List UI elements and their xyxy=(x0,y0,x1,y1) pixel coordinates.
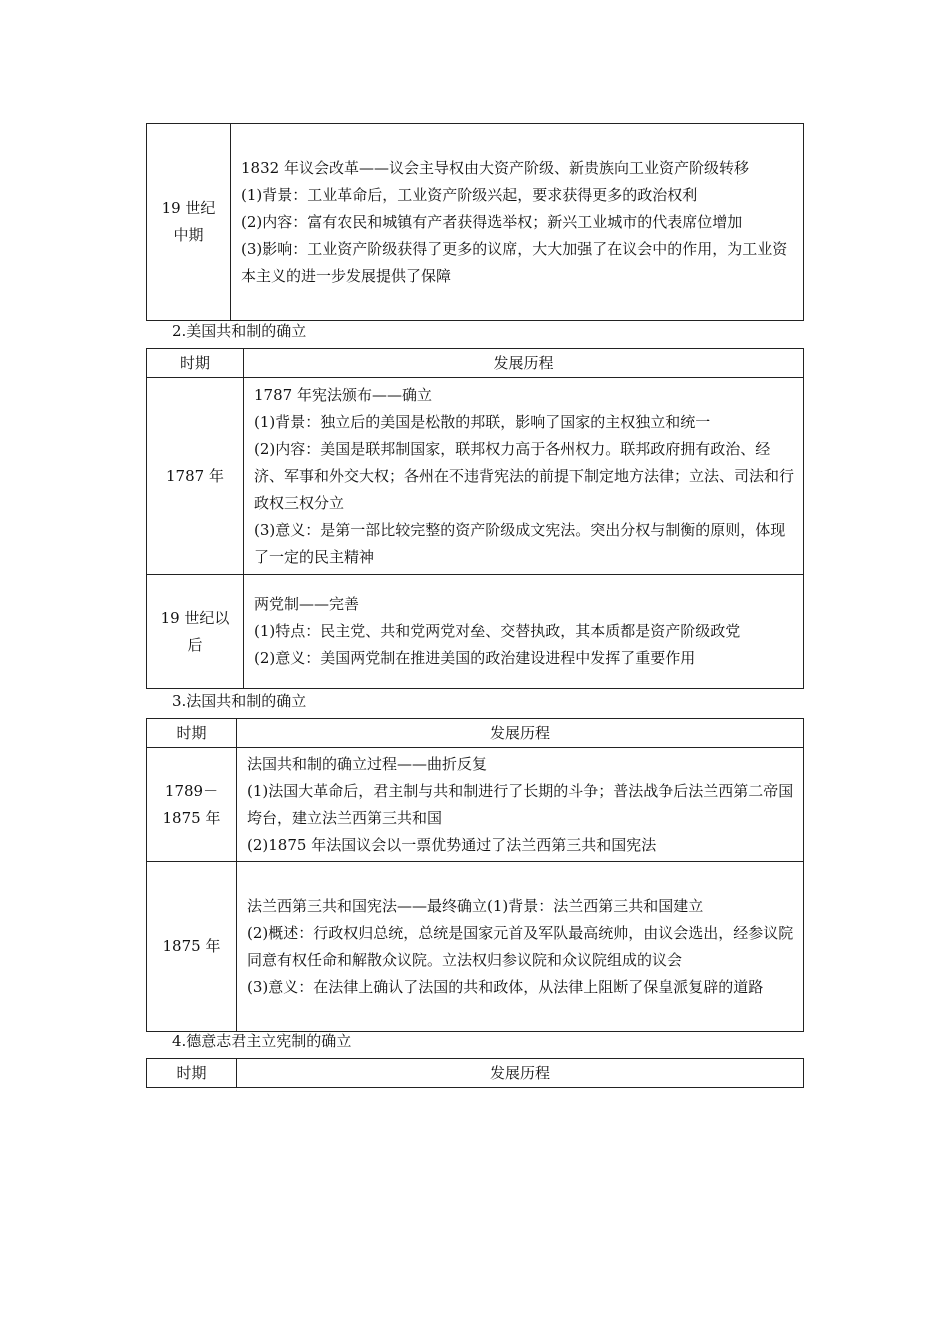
content-cell xyxy=(244,378,804,575)
content-line: (3)意义：是第一部比较完整的资产阶级成文宪法。突出分权与制衡的原则，体现了一定的民主精神 xyxy=(254,520,786,566)
table-row xyxy=(147,124,804,321)
content-line: 法国共和制的确立过程——曲折反复 xyxy=(247,754,488,773)
period-cell: 1875 年 xyxy=(147,862,237,1032)
section-title-fr: 3.法国共和制的确立 xyxy=(172,692,307,710)
de-table xyxy=(146,1058,804,1088)
us-table-block xyxy=(146,348,804,689)
content-line: (2)1875 年法国议会以一票优势通过了法兰西第三共和国宪法 xyxy=(247,835,657,854)
table-header-row xyxy=(147,349,804,378)
content-line: 1787 年宪法颁布——确立 xyxy=(254,385,432,404)
table-header-row xyxy=(147,1059,804,1088)
header-period: 时期 xyxy=(147,349,244,378)
fr-table-block xyxy=(146,718,804,1032)
header-content: 发展历程 xyxy=(244,349,804,378)
content-cell xyxy=(237,862,804,1032)
section-title-de: 4.德意志君主立宪制的确立 xyxy=(172,1032,352,1050)
period-label: 19 世纪以后 xyxy=(160,608,230,654)
content-line: (1)法国大革命后，君主制与共和制进行了长期的斗争；普法战争后法兰西第二帝国垮台，建立法兰西第三共和国 xyxy=(247,781,794,827)
table-row xyxy=(147,575,804,689)
table-header-row xyxy=(147,719,804,748)
content-cell xyxy=(244,575,804,689)
content-line: (2)意义：美国两党制在推进美国的政治建设进程中发挥了重要作用 xyxy=(254,649,696,667)
content-line: (2)内容：富有农民和城镇有产者获得选举权；新兴工业城市的代表席位增加 xyxy=(241,212,743,231)
de-table-block xyxy=(146,1058,804,1088)
header-content: 发展历程 xyxy=(237,719,804,748)
content-line: (3)意义：在法律上确认了法国的共和政体，从法律上阻断了保皇派复辟的道路 xyxy=(247,977,764,996)
content-cell xyxy=(237,748,804,862)
header-period: 时期 xyxy=(147,719,237,748)
period-label: 1789－1875 年 xyxy=(162,781,221,827)
table-row xyxy=(147,748,804,862)
header-period: 时期 xyxy=(147,1059,237,1088)
period-cell xyxy=(147,575,244,689)
content-line: (2)概述：行政权归总统，总统是国家元首及军队最高统帅，由议会选出，经参议院同意有权任命和解散众议院。立法权归参议院和众议院组成的议会 xyxy=(247,923,794,969)
section-title-us: 2.美国共和制的确立 xyxy=(172,322,307,340)
fr-table xyxy=(146,718,804,1032)
content-line: (1)背景：独立后的美国是松散的邦联，影响了国家的主权独立和统一 xyxy=(254,412,711,431)
content-line: (3)影响：工业资产阶级获得了更多的议席，大大加强了在议会中的作用，为工业资本主义的进一步发展提供了保障 xyxy=(241,239,788,285)
period-label: 19 世纪中期 xyxy=(161,199,216,244)
period-cell: 1787 年 xyxy=(147,378,244,575)
content-line: (1)背景：工业革命后，工业资产阶级兴起，要求获得更多的政治权利 xyxy=(241,185,698,204)
header-content: 发展历程 xyxy=(237,1059,804,1088)
content-line: (1)特点：民主党、共和党两党对垒、交替执政，其本质都是资产阶级政党 xyxy=(254,622,741,640)
table-row xyxy=(147,862,804,1032)
uk-table-block xyxy=(146,123,804,321)
content-line: 1832 年议会改革——议会主导权由大资产阶级、新贵族向工业资产阶级转移 xyxy=(241,158,749,177)
uk-table xyxy=(146,123,804,321)
content-cell xyxy=(231,124,804,321)
table-row xyxy=(147,378,804,575)
content-line: 法兰西第三共和国宪法——最终确立(1)背景：法兰西第三共和国建立 xyxy=(247,896,704,915)
content-line: 两党制——完善 xyxy=(254,595,360,613)
us-table xyxy=(146,348,804,689)
period-cell xyxy=(147,124,231,321)
content-line: (2)内容：美国是联邦制国家，联邦权力高于各州权力。联邦政府拥有政治、经济、军事和外交大权；各州在不违背宪法的前提下制定地方法律；立法、司法和行政权三权分立 xyxy=(254,439,795,512)
period-cell xyxy=(147,748,237,862)
